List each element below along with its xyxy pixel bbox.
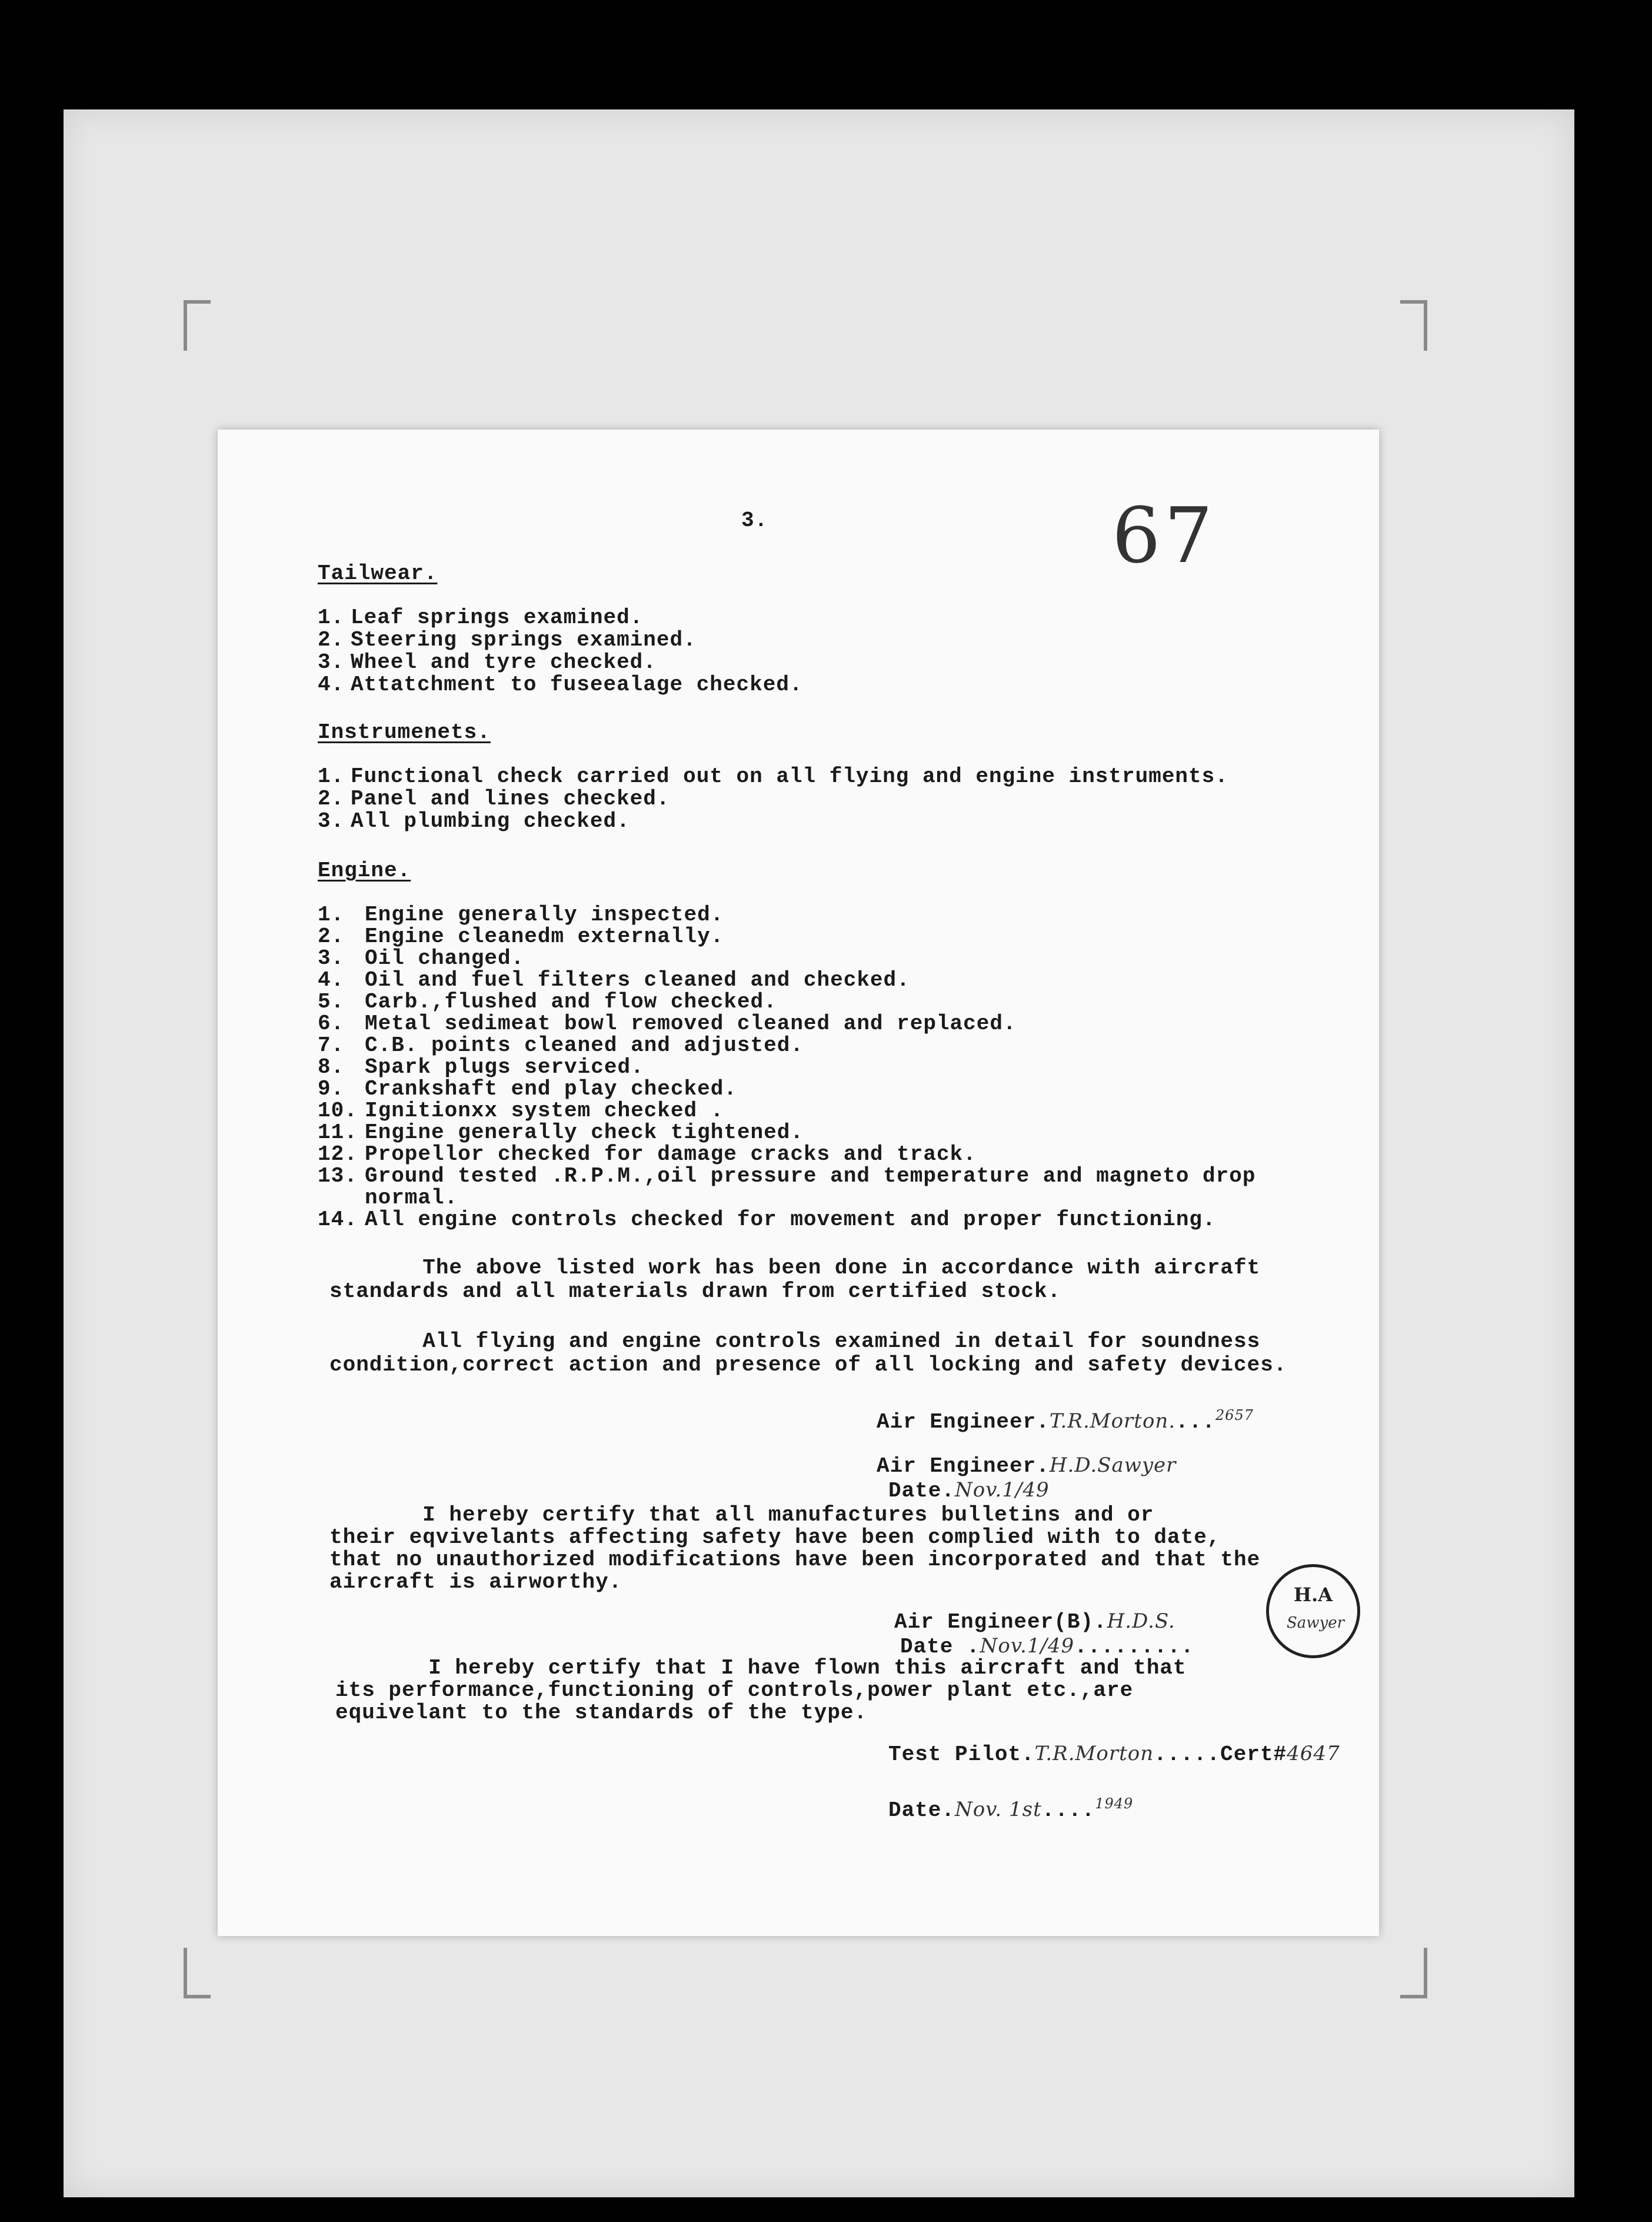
test-pilot-signature-line: Test Pilot.T.R.Morton.....Cert#4647 [888, 1742, 1340, 1767]
list-item: 9. Crankshaft end play checked. [318, 1077, 737, 1101]
final-date-line: Date.Nov. 1st....$^{1949}$ [888, 1795, 1134, 1822]
handwritten-signature: H.D.S. [1107, 1609, 1175, 1633]
certification-line: I hereby certify that I have flown this aircraft and that [335, 1656, 1187, 1680]
certification-line: their eqvivelants affecting safety have been complied with to date, [329, 1525, 1221, 1549]
document-page [218, 430, 1379, 1936]
handwritten-date: Nov.1/49 [980, 1634, 1075, 1658]
handwritten-cert-number: 4647 [1287, 1742, 1340, 1765]
inspection-stamp: H.A Sawyer [1266, 1564, 1360, 1658]
list-item: 12. Propellor checked for damage cracks and track. [318, 1142, 977, 1166]
certification-line: that no unauthorized modifications have been incorporated and that the [329, 1548, 1261, 1572]
section-heading-engine: Engine. [318, 859, 411, 883]
certification-line: aircraft is airworthy. [329, 1570, 622, 1594]
handwritten-signature: T.R.Morton [1034, 1742, 1154, 1765]
list-item: 1. Leaf springs examined. [318, 606, 644, 630]
list-item: 1. Functional check carried out on all flying and engine instruments. [318, 764, 1228, 789]
list-item: 5. Carb.,flushed and flow checked. [318, 990, 777, 1014]
statement-line: standards and all materials drawn from certified stock. [329, 1279, 1061, 1303]
crop-mark-bottom-right [1400, 1948, 1427, 1998]
handwritten-folio-number: 67 [1112, 491, 1217, 580]
handwritten-signature: H.D.Sawyer [1049, 1453, 1177, 1477]
air-engineer-signature-line: Air Engineer.T.R.Morton....$^{2657}$ [877, 1407, 1254, 1434]
list-item: 1. Engine generally inspected. [318, 903, 724, 927]
crop-mark-top-right [1400, 300, 1427, 351]
handwritten-date: Nov.1/49 [955, 1478, 1050, 1502]
list-item: 7. C.B. points cleaned and adjusted. [318, 1033, 804, 1057]
list-item: 11. Engine generally check tightened. [318, 1120, 804, 1145]
list-item: 10. Ignitionxx system checked . [318, 1099, 724, 1123]
date-line: Date .Nov.1/49......... [900, 1634, 1194, 1659]
crop-mark-top-left [184, 300, 211, 351]
list-item: 4. Attatchment to fuseealage checked. [318, 673, 803, 697]
list-item: 14. All engine controls checked for movement and proper functioning. [318, 1208, 1216, 1232]
air-engineer-2-signature-line: Air Engineer.H.D.Sawyer [877, 1453, 1177, 1478]
statement-line: All flying and engine controls examined in detail for soundness [329, 1329, 1261, 1353]
list-item: 3. Oil changed. [318, 946, 525, 970]
list-item: 3. All plumbing checked. [318, 809, 630, 833]
handwritten-signature: T.R.Morton. [1049, 1409, 1176, 1433]
statement-line: The above listed work has been done in accordance with aircraft [329, 1256, 1261, 1280]
list-item: 2. Steering springs examined. [318, 628, 697, 652]
certification-line: equivelant to the standards of the type. [335, 1701, 868, 1725]
page-number: 3. [741, 508, 768, 533]
crop-mark-bottom-left [184, 1948, 211, 1998]
date-line: Date.Nov.1/49 [888, 1478, 1050, 1503]
list-item: 8. Spark plugs serviced. [318, 1055, 644, 1079]
list-item: 2. Panel and lines checked. [318, 787, 670, 811]
handwritten-date: Nov. 1st [955, 1798, 1042, 1821]
list-item: 3. Wheel and tyre checked. [318, 650, 657, 674]
list-item: normal. [365, 1186, 458, 1210]
statement-line: condition,correct action and presence of all locking and safety devices. [329, 1353, 1287, 1377]
section-heading-tailwear: Tailwear. [318, 561, 438, 586]
list-item: 6. Metal sedimeat bowl removed cleaned and replaced. [318, 1012, 1017, 1036]
list-item: 4. Oil and fuel filters cleaned and checked. [318, 968, 910, 992]
air-engineer-b-signature-line: Air Engineer(B).H.D.S. [894, 1609, 1175, 1634]
section-heading-instruments: Instrumenets. [318, 720, 491, 744]
list-item: 2. Engine cleanedm externally. [318, 924, 724, 949]
certification-line: I hereby certify that all manufactures bulletins and or [329, 1503, 1154, 1527]
list-item: 13. Ground tested .R.P.M.,oil pressure and temperature and magneto drop [318, 1164, 1256, 1188]
certification-line: its performance,functioning of controls,power plant etc.,are [335, 1678, 1134, 1702]
